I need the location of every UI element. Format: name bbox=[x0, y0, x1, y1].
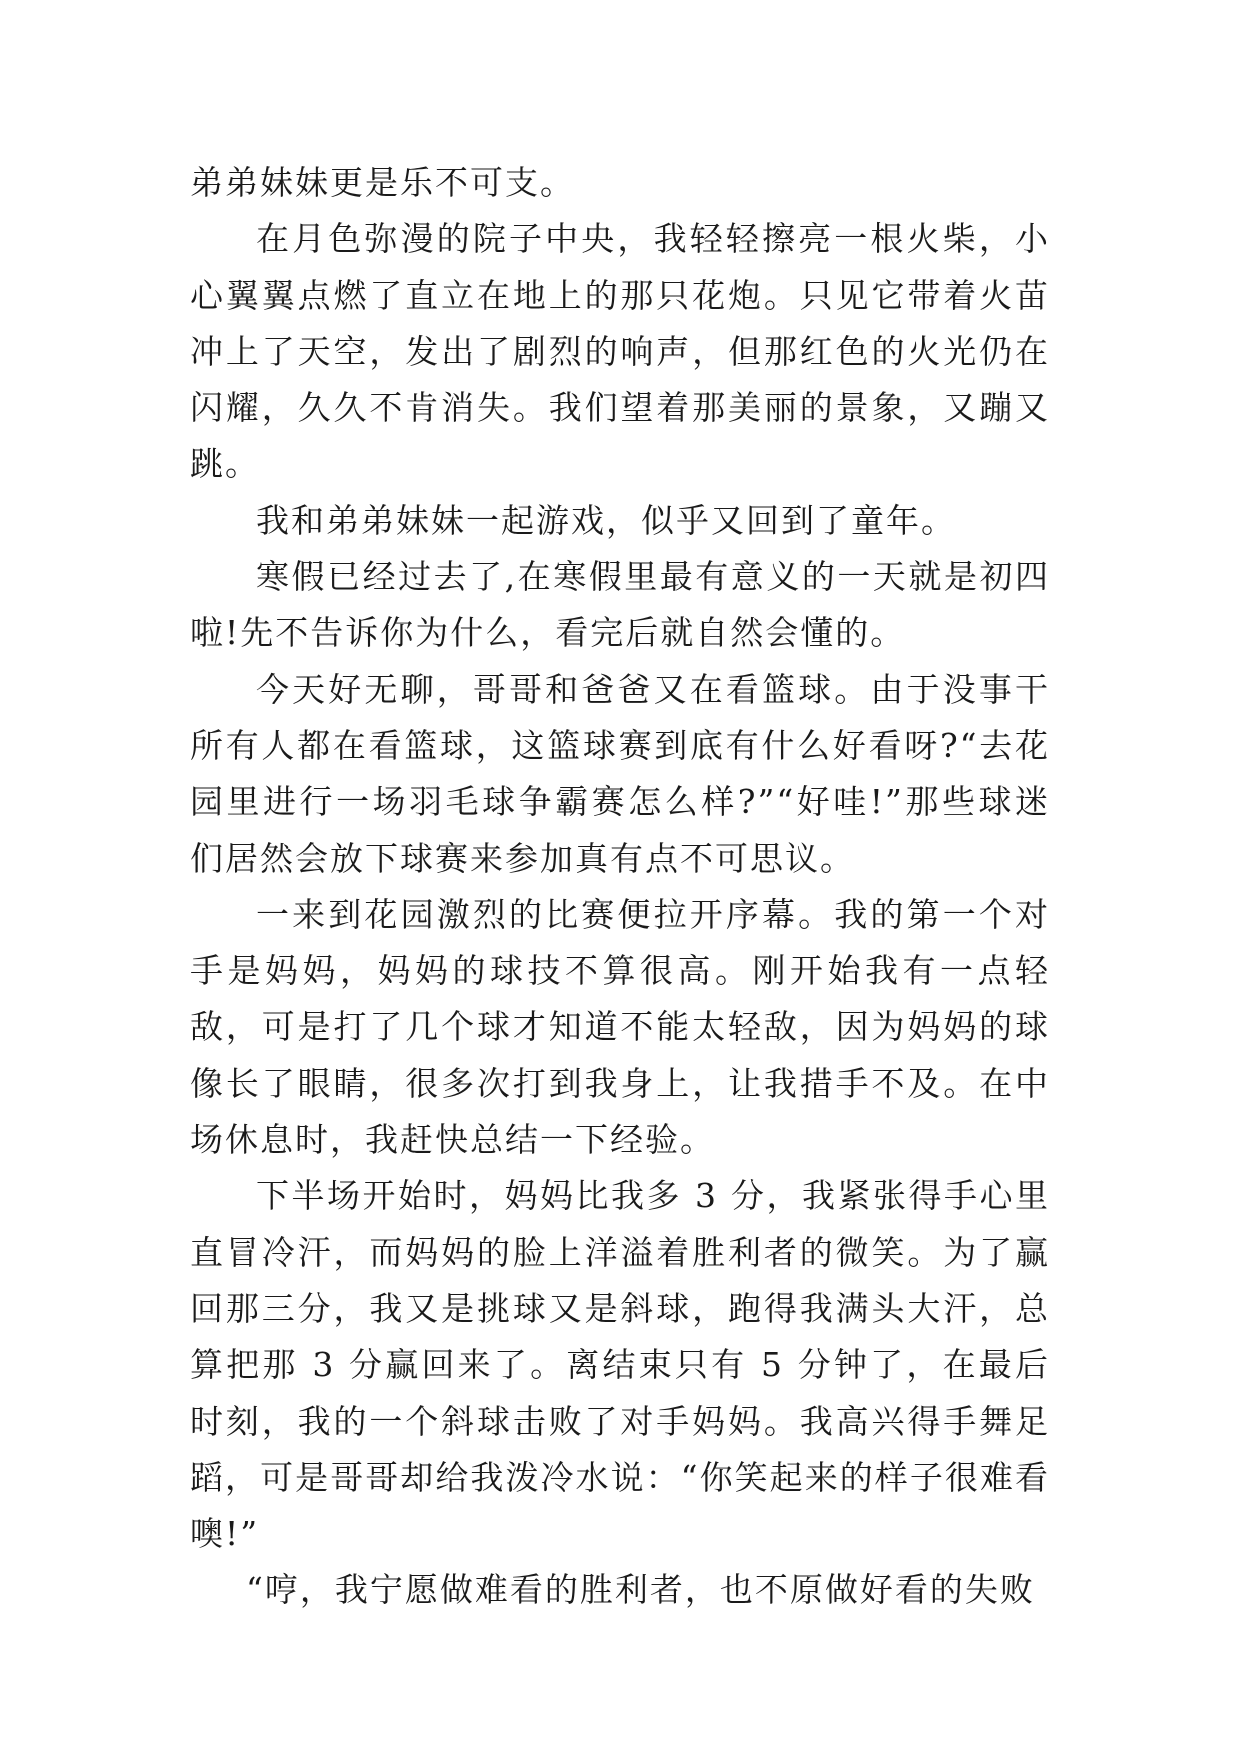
body-text bbox=[190, 155, 1050, 1619]
paragraph-6: 一来到花园激烈的比赛便拉开序幕。我的第一个对手是妈妈，妈妈的球技不算很高。刚开始我有一点轻敌，可是打了几个球才知道不能太轻敌，因为妈妈的球像长了眼睛，很多次打到我身上，让我措手不及。在中场休息时，我赶快总结一下经验。 bbox=[190, 894, 1050, 1160]
paragraph-5: 今天好无聊，哥哥和爸爸又在看篮球。由于没事干所有人都在看篮球，这篮球赛到底有什么好看呀?“去花园里进行一场羽毛球争霸赛怎么样?”“好哇!”那些球迷们居然会放下球赛来参加真有点不可思议。 bbox=[190, 669, 1050, 878]
paragraph-7: 下半场开始时，妈妈比我多 3 分，我紧张得手心里直冒冷汗，而妈妈的脸上洋溢着胜利者的微笑。为了赢回那三分，我又是挑球又是斜球，跑得我满头大汗，总算把那 3 分赢回来了。离结束只有 5 分钟了，在最后时刻，我的一个斜球击败了对手妈妈。我高兴得手舞足蹈，可是哥哥却给我泼冷水说：“你笑起来的样子很难看噢!” bbox=[190, 1176, 1050, 1554]
paragraph-4: 寒假已经过去了,在寒假里最有意义的一天就是初四啦!先不告诉你为什么，看完后就自然会懂的。 bbox=[190, 557, 1050, 653]
paragraph-3: 我和弟弟妹妹一起游戏，似乎又回到了童年。 bbox=[256, 500, 956, 540]
paragraph-8: “哼，我宁愿做难看的胜利者，也不原做好看的失败 bbox=[246, 1570, 1035, 1610]
paragraph-2: 在月色弥漫的院子中央，我轻轻擦亮一根火柴，小心翼翼点燃了直立在地上的那只花炮。只见它带着火苗冲上了天空，发出了剧烈的响声，但那红色的火光仍在闪耀，久久不肯消失。我们望着那美丽的景象，又蹦又跳。 bbox=[190, 219, 1050, 484]
paragraph-1: 弟弟妹妹更是乐不可支。 bbox=[190, 163, 575, 202]
